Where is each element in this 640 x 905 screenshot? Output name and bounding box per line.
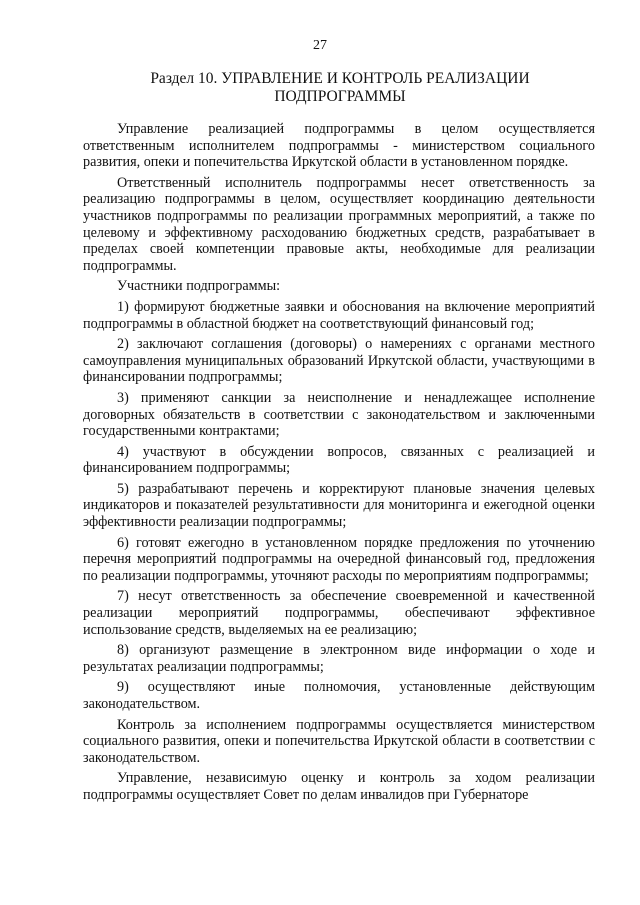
paragraph-participants-heading: Участники подпрограммы: xyxy=(117,278,281,295)
page-number: 27 xyxy=(313,38,327,53)
body-text xyxy=(83,121,595,804)
section-title xyxy=(90,70,590,106)
section-title-line-2: ПОДПРОГРАММЫ xyxy=(274,88,406,105)
list-item-participant-duty-4: 4) участвуют в обсуждении вопросов, связанных с реализацией и финансированием подпрограммы; xyxy=(83,443,595,477)
list-item-participant-duty-2: 2) заключают соглашения (договоры) о намерениях с органами местного самоуправления муниципальных образований Иркутской области, участвующими в финансировании подпрограммы; xyxy=(83,336,595,386)
paragraph-management-overview: Управление реализацией подпрограммы в целом осуществляется ответственным исполнителем подпрограммы - министерством социального развития, опеки и попечительства Иркутской области в установленном порядке. xyxy=(83,121,595,171)
paragraph-independent-assessment: Управление, независимую оценку и контроль за ходом реализации подпрограммы осуществляет Совет по делам инвалидов при Губернаторе xyxy=(83,770,595,803)
list-item-participant-duty-7: 7) несут ответственность за обеспечение своевременной и качественной реализации мероприятий подпрограммы, обеспечивают эффективное использование средств, выделяемых на ее реализацию; xyxy=(83,588,595,638)
list-item-participant-duty-9: 9) осуществляют иные полномочия, установленные действующим законодательством. xyxy=(83,679,595,712)
list-item-participant-duty-5: 5) разрабатывают перечень и корректируют плановые значения целевых индикаторов и показателей результативности для мониторинга и ежегодной оценки эффективности реализации подпрограммы; xyxy=(83,480,595,531)
paragraph-control: Контроль за исполнением подпрограммы осуществляется министерством социального развития, опеки и попечительства Иркутской области в соответствии с законодательством. xyxy=(83,716,595,766)
section-title-line-1: Раздел 10. УПРАВЛЕНИЕ И КОНТРОЛЬ РЕАЛИЗАЦИИ xyxy=(150,70,530,87)
paragraph-responsible-executor: Ответственный исполнитель подпрограммы несет ответственность за реализацию подпрограммы в целом, осуществляет координацию деятельности участников подпрограммы по реализации программных мероприятий, а также по целевому и эффективному расходованию бюджетных средств, разрабатывает в пределах своей компетенции правовые акты, необходимые для реализации подпрограммы. xyxy=(83,174,595,274)
list-item-participant-duty-8: 8) организуют размещение в электронном виде информации о ходе и результатах реализации подпрограммы; xyxy=(83,642,595,675)
list-item-participant-duty-3: 3) применяют санкции за неисполнение и ненадлежащее исполнение договорных обязательств в соответствии с законодательством и заключенными государственными контрактами; xyxy=(83,389,595,440)
list-item-participant-duty-1: 1) формируют бюджетные заявки и обоснования на включение мероприятий подпрограммы в областной бюджет на соответствующий финансовый год; xyxy=(83,298,595,332)
list-item-participant-duty-6: 6) готовят ежегодно в установленном порядке предложения по уточнению перечня мероприятий подпрограммы на очередной финансовый год, предложения по реализации подпрограммы, уточняют расходы по мероприятиям подпрограммы; xyxy=(83,534,595,584)
